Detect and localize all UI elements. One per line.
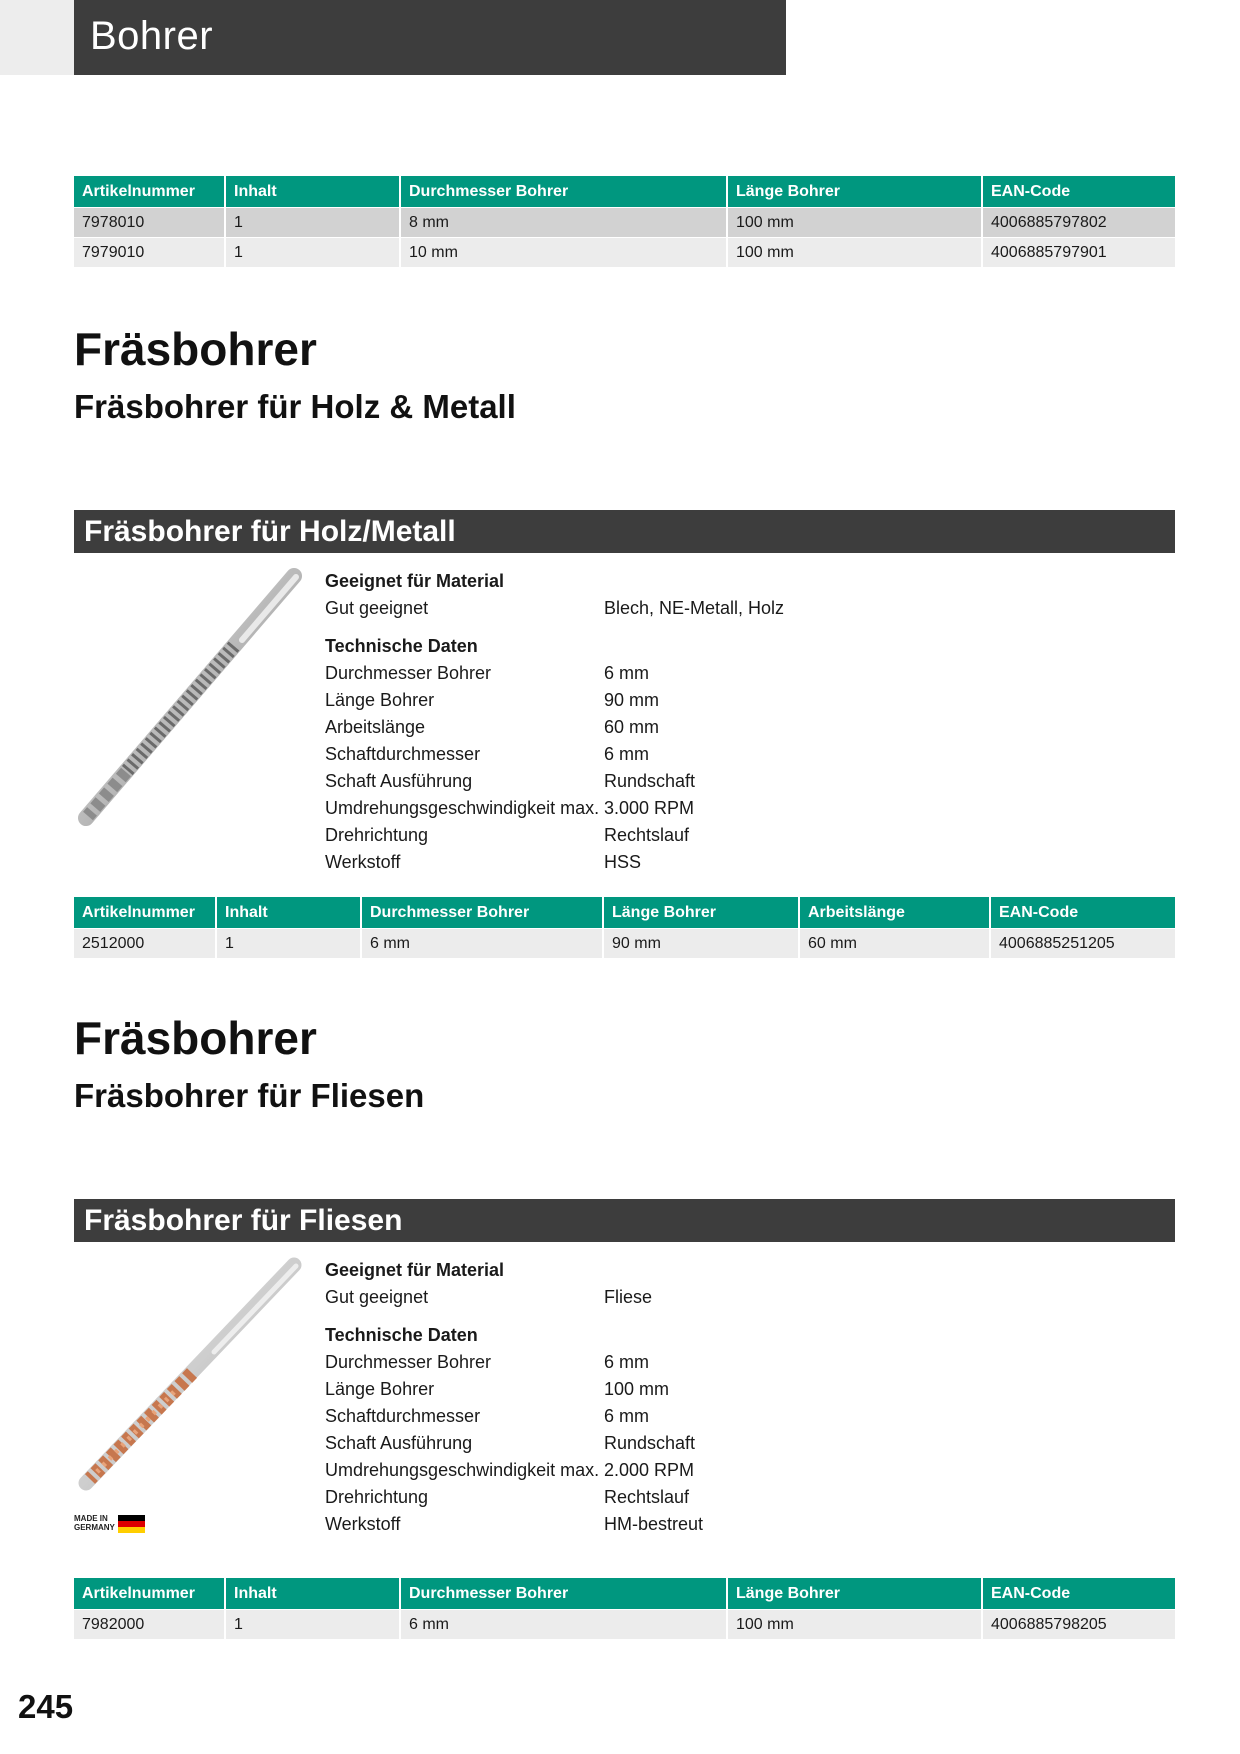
spec-row <box>325 822 825 849</box>
spec-label: Schaft Ausführung <box>325 1433 473 1453</box>
product-bar-title: Fräsbohrer für Fliesen <box>84 1204 403 1237</box>
table-cell: 4006885797802 <box>982 207 1175 237</box>
spec-label: Schaftdurchmesser <box>325 744 481 764</box>
table-cell: 7979010 <box>74 237 225 267</box>
spec-value: 6 mm <box>604 1406 649 1426</box>
column-header: Länge Bohrer <box>727 176 982 207</box>
spec-label: Durchmesser Bohrer <box>325 1352 492 1372</box>
spec-value: 6 mm <box>604 1352 649 1372</box>
table-cell: 1 <box>225 237 400 267</box>
spec-label: Gut geeignet <box>325 1287 429 1307</box>
column-header: Arbeitslänge <box>799 897 990 928</box>
product-bar <box>74 1199 1175 1242</box>
milling-drill-image <box>74 568 304 828</box>
column-header: Artikelnummer <box>74 897 216 928</box>
table-holz-metall <box>74 897 1175 958</box>
table-cell: 1 <box>225 1609 400 1639</box>
spec-row <box>325 1349 825 1376</box>
column-header: Inhalt <box>216 897 361 928</box>
spec-row <box>325 1484 825 1511</box>
table-row <box>74 928 1175 958</box>
table-cell: 100 mm <box>727 237 982 267</box>
tile-drill-image <box>74 1257 304 1491</box>
section-subtitle: Fräsbohrer für Holz & Metall <box>74 388 516 425</box>
table-header-row <box>74 176 1175 207</box>
table-row <box>74 207 1175 237</box>
spec-label: Drehrichtung <box>325 825 429 845</box>
spec-row <box>325 795 825 822</box>
spec-label: Durchmesser Bohrer <box>325 663 492 683</box>
spec-row <box>325 660 825 687</box>
spec-label: Arbeitslänge <box>325 717 426 737</box>
table-bohrer <box>74 176 1175 267</box>
section-title: Fräsbohrer <box>74 323 317 375</box>
spec-value: 6 mm <box>604 663 649 683</box>
table-cell: 4006885251205 <box>990 928 1175 958</box>
spec-block-holz-metall <box>325 568 825 876</box>
spec-row <box>325 741 825 768</box>
page-header-title: Bohrer <box>90 14 214 58</box>
spec-row <box>325 1457 825 1484</box>
column-header: Durchmesser Bohrer <box>400 176 727 207</box>
column-header: EAN-Code <box>982 1578 1175 1609</box>
spec-label: Umdrehungsgeschwindigkeit max. <box>325 1460 600 1480</box>
table-cell: 60 mm <box>799 928 990 958</box>
spec-row <box>325 1284 825 1311</box>
spec-row <box>325 1376 825 1403</box>
spec-row <box>325 1403 825 1430</box>
spec-block-fliesen <box>325 1257 825 1538</box>
spec-label: Umdrehungsgeschwindigkeit max. <box>325 798 600 818</box>
column-header: Länge Bohrer <box>603 897 799 928</box>
section-subtitle: Fräsbohrer für Fliesen <box>74 1077 425 1114</box>
spec-label: Gut geeignet <box>325 598 429 618</box>
spec-row <box>325 687 825 714</box>
spec-value: Rundschaft <box>604 771 696 791</box>
spec-label: Schaft Ausführung <box>325 771 473 791</box>
page-number: 245 <box>18 1688 74 1725</box>
table-cell: 4006885798205 <box>982 1609 1175 1639</box>
spec-value: 60 mm <box>604 717 660 737</box>
table-cell: 100 mm <box>727 1609 982 1639</box>
table-header-row <box>74 1578 1175 1609</box>
table-row <box>74 237 1175 267</box>
material-heading: Geeignet für Material <box>325 1260 505 1280</box>
column-header: Inhalt <box>225 1578 400 1609</box>
spec-value: 90 mm <box>604 690 660 710</box>
spec-value: HM-bestreut <box>604 1514 704 1534</box>
spec-value: HSS <box>604 852 642 872</box>
made-in-germany-badge <box>74 1513 148 1535</box>
table-header-row <box>74 897 1175 928</box>
table-cell: 1 <box>216 928 361 958</box>
badge-line1: MADE IN <box>74 1514 108 1523</box>
spec-label: Werkstoff <box>325 852 401 872</box>
table-cell: 6 mm <box>361 928 603 958</box>
germany-flag-icon <box>118 1515 145 1533</box>
table-cell: 10 mm <box>400 237 727 267</box>
table-cell: 8 mm <box>400 207 727 237</box>
spec-value: 100 mm <box>604 1379 670 1399</box>
spec-value: Rundschaft <box>604 1433 696 1453</box>
spec-value: Rechtslauf <box>604 1487 690 1507</box>
tech-heading: Technische Daten <box>325 636 478 656</box>
tech-heading: Technische Daten <box>325 1325 478 1345</box>
spec-row <box>325 714 825 741</box>
table-cell: 1 <box>225 207 400 237</box>
table-row <box>74 1609 1175 1639</box>
spec-row <box>325 1511 825 1538</box>
table-cell: 7978010 <box>74 207 225 237</box>
spec-label: Länge Bohrer <box>325 1379 435 1399</box>
table-cell: 2512000 <box>74 928 216 958</box>
product-bar <box>74 510 1175 553</box>
spec-row <box>325 1430 825 1457</box>
column-header: EAN-Code <box>990 897 1175 928</box>
spec-value: 6 mm <box>604 744 649 764</box>
spec-label: Schaftdurchmesser <box>325 1406 481 1426</box>
spec-row <box>325 849 825 876</box>
spec-label: Länge Bohrer <box>325 690 435 710</box>
column-header: Artikelnummer <box>74 176 225 207</box>
table-cell: 4006885797901 <box>982 237 1175 267</box>
column-header: Artikelnummer <box>74 1578 225 1609</box>
spec-value: Blech, NE-Metall, Holz <box>604 598 785 618</box>
table-cell: 100 mm <box>727 207 982 237</box>
table-cell: 6 mm <box>400 1609 727 1639</box>
spec-label: Werkstoff <box>325 1514 401 1534</box>
column-header: Durchmesser Bohrer <box>400 1578 727 1609</box>
spec-row <box>325 595 825 622</box>
column-header: EAN-Code <box>982 176 1175 207</box>
spec-row <box>325 768 825 795</box>
product-bar-title: Fräsbohrer für Holz/Metall <box>84 515 456 548</box>
column-header: Inhalt <box>225 176 400 207</box>
column-header: Durchmesser Bohrer <box>361 897 603 928</box>
spec-label: Drehrichtung <box>325 1487 429 1507</box>
table-cell: 7982000 <box>74 1609 225 1639</box>
spec-value: 3.000 RPM <box>604 798 695 818</box>
table-cell: 90 mm <box>603 928 799 958</box>
spec-value: 2.000 RPM <box>604 1460 695 1480</box>
badge-line2: GERMANY <box>74 1523 115 1532</box>
column-header: Länge Bohrer <box>727 1578 982 1609</box>
corner-tab <box>0 0 74 75</box>
table-fliesen <box>74 1578 1175 1639</box>
spec-value: Rechtslauf <box>604 825 690 845</box>
page-header <box>74 0 786 75</box>
section-title: Fräsbohrer <box>74 1012 317 1064</box>
material-heading: Geeignet für Material <box>325 571 505 591</box>
spec-value: Fliese <box>604 1287 653 1307</box>
